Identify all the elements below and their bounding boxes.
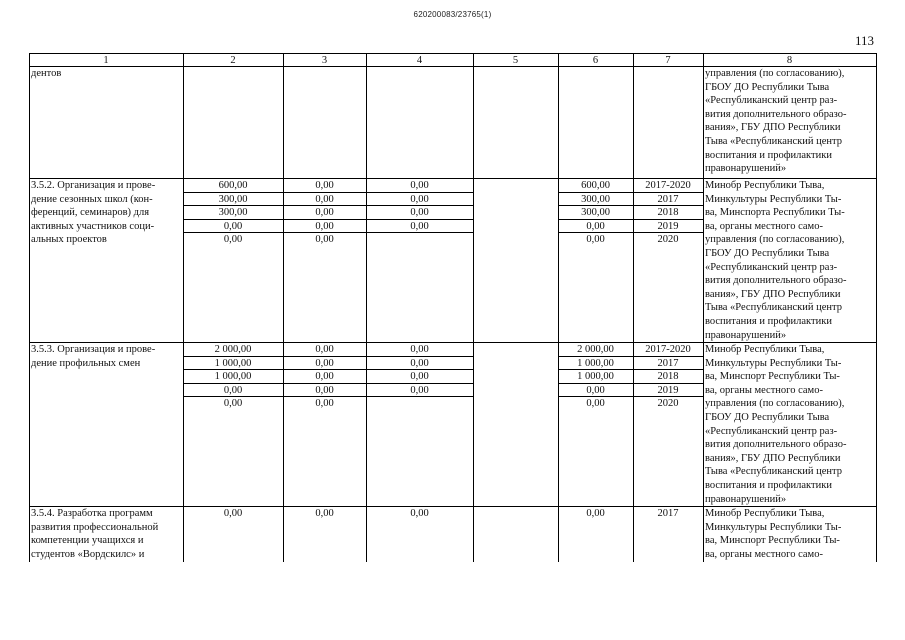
- executor-text: Минкультуры Республики Ты-: [705, 193, 842, 205]
- column-rule: [633, 53, 634, 562]
- executor-text: Тыва «Республиканский центр: [705, 302, 842, 314]
- amount-cell: 0,00: [586, 398, 605, 410]
- executor-text: воспитания и профилактики: [705, 316, 832, 327]
- amount-cell: 0,00: [586, 384, 605, 396]
- row-rule: [366, 232, 473, 233]
- activity-text: 3.5.2. Организация и прове-: [31, 180, 156, 191]
- executor-text: воспитания и профилактики: [705, 149, 832, 161]
- row-rule: [283, 205, 366, 206]
- activity-text: дентов: [31, 68, 62, 79]
- executor-text: ГБОУ ДО Республики Тыва: [705, 81, 830, 93]
- activity-text: 3.5.3. Организация и прове-: [31, 344, 156, 355]
- executor-text: Тыва «Республиканский центр: [705, 136, 842, 147]
- amount-cell: 0,00: [315, 180, 334, 191]
- executor-text: «Республиканский центр раз-: [705, 425, 838, 437]
- executor-text: правонарушений»: [705, 329, 787, 341]
- row-rule: [366, 219, 473, 220]
- executor-text: ва, органы местного само-: [705, 384, 823, 396]
- row-rule: [183, 369, 283, 370]
- amount-cell: 0,00: [223, 508, 243, 519]
- document-id: 620200083/23765(1): [413, 10, 492, 19]
- row-rule: [366, 383, 473, 384]
- executor-text: вития дополнительного образо-: [705, 108, 847, 120]
- row-rule: [366, 192, 473, 193]
- activity-text: ференций, семинаров) для: [31, 207, 150, 219]
- amount-cell: 600,00: [581, 180, 610, 191]
- row-rule: [183, 396, 283, 397]
- amount-cell: 0,00: [315, 344, 334, 355]
- amount-cell: 0,00: [410, 357, 429, 369]
- column-rule: [473, 53, 474, 562]
- executor-text: «Республиканский центр раз-: [705, 95, 838, 107]
- column-rule: [29, 53, 30, 562]
- executor-text: вания», ГБУ ДПО Республики: [705, 288, 841, 300]
- amount-cell: 0,00: [315, 508, 334, 519]
- row-rule: [283, 192, 366, 193]
- executor-text: ва, Минспорт Республики Ты-: [705, 371, 840, 383]
- amount-cell: 0,00: [315, 371, 334, 383]
- amount-cell: 0,00: [315, 193, 334, 205]
- amount-cell: 1 000,00: [214, 357, 252, 369]
- amount-cell: 2 000,00: [577, 344, 614, 355]
- executor-text: ва, органы местного само-: [705, 548, 823, 560]
- activity-text: студентов «Вордскилс» и: [31, 548, 145, 560]
- row-rule: [366, 356, 473, 357]
- amount-cell: 0,00: [410, 220, 429, 232]
- amount-cell: 2017-2020: [645, 344, 691, 355]
- amount-cell: 0,00: [223, 398, 243, 410]
- row-rule: [283, 383, 366, 384]
- column-number-header: 4: [416, 55, 423, 66]
- row-rule: [366, 369, 473, 370]
- amount-cell: 0,00: [586, 220, 605, 232]
- amount-cell: 2018: [657, 371, 679, 383]
- amount-cell: 0,00: [410, 180, 429, 191]
- column-rule: [183, 53, 184, 562]
- row-rule: [558, 192, 633, 193]
- executor-text: управления (по согласованию),: [705, 68, 845, 79]
- row-rule: [366, 205, 473, 206]
- row-rule: [283, 369, 366, 370]
- amount-cell: 2018: [657, 207, 679, 219]
- amount-cell: 300,00: [218, 193, 248, 205]
- amount-cell: 0,00: [315, 220, 334, 232]
- executor-text: вития дополнительного образо-: [705, 439, 847, 451]
- column-number-header: 7: [665, 55, 671, 66]
- executor-text: Минобр Республики Тыва,: [705, 508, 825, 519]
- row-rule: [183, 356, 283, 357]
- amount-cell: 0,00: [410, 508, 429, 519]
- row-rule: [558, 396, 633, 397]
- amount-cell: 0,00: [315, 357, 334, 369]
- row-rule: [283, 232, 366, 233]
- executor-text: ГБОУ ДО Республики Тыва: [705, 248, 830, 259]
- row-rule: [633, 383, 703, 384]
- amount-cell: 0,00: [223, 220, 243, 232]
- executor-text: вания», ГБУ ДПО Республики: [705, 122, 841, 134]
- column-number-header: 1: [103, 55, 109, 66]
- executor-text: Тыва «Республиканский центр: [705, 466, 842, 478]
- row-rule: [558, 219, 633, 220]
- row-rule: [633, 356, 703, 357]
- row-rule: [558, 205, 633, 206]
- row-rule: [558, 383, 633, 384]
- row-rule: [183, 219, 283, 220]
- column-number-header: 6: [592, 55, 599, 66]
- row-rule: [633, 369, 703, 370]
- executor-text: правонарушений»: [705, 163, 787, 175]
- row-rule: [183, 205, 283, 206]
- column-rule: [558, 53, 559, 562]
- activity-text: дение сезонных школ (кон-: [31, 193, 153, 205]
- amount-cell: 2020: [657, 398, 679, 410]
- amount-cell: 2020: [657, 234, 679, 246]
- executor-text: воспитания и профилактики: [705, 480, 832, 491]
- row-rule: [633, 219, 703, 220]
- amount-cell: 0,00: [586, 508, 605, 519]
- executor-text: Минкультуры Республики Ты-: [705, 357, 842, 369]
- amount-cell: 300,00: [218, 207, 248, 219]
- row-rule: [558, 356, 633, 357]
- row-rule: [633, 192, 703, 193]
- amount-cell: 1 000,00: [577, 371, 614, 383]
- executor-text: управления (по согласованию),: [705, 398, 845, 410]
- executor-text: правонарушений»: [705, 493, 787, 505]
- row-rule: [283, 356, 366, 357]
- row-rule: [633, 232, 703, 233]
- row-rule: [558, 232, 633, 233]
- executor-text: Минкультуры Республики Ты-: [705, 521, 842, 533]
- row-rule: [183, 383, 283, 384]
- amount-cell: 2017: [657, 508, 679, 519]
- column-number-header: 5: [512, 55, 519, 66]
- executor-text: ва, органы местного само-: [705, 220, 823, 232]
- row-rule: [283, 396, 366, 397]
- page-number: 113: [855, 33, 875, 48]
- amount-cell: 0,00: [410, 193, 429, 205]
- executor-text: управления (по согласованию),: [705, 234, 845, 246]
- column-rule: [283, 53, 284, 562]
- amount-cell: 0,00: [410, 371, 429, 383]
- amount-cell: 0,00: [315, 207, 334, 219]
- amount-cell: 1 000,00: [577, 357, 614, 369]
- amount-cell: 0,00: [410, 344, 429, 355]
- amount-cell: 0,00: [315, 398, 334, 410]
- column-number-header: 3: [321, 55, 328, 66]
- amount-cell: 0,00: [410, 384, 429, 396]
- amount-cell: 2017-2020: [645, 180, 691, 191]
- row-rule: [183, 192, 283, 193]
- executor-text: «Республиканский центр раз-: [705, 261, 838, 273]
- amount-cell: 2019: [657, 220, 679, 232]
- activity-text: дение профильных смен: [31, 357, 141, 369]
- executor-text: ва, Минспорта Республики Ты-: [705, 207, 845, 219]
- row-rule: [633, 396, 703, 397]
- row-rule: [558, 369, 633, 370]
- column-rule: [876, 53, 877, 562]
- amount-cell: 600,00: [218, 180, 248, 191]
- executor-text: вития дополнительного образо-: [705, 275, 847, 287]
- amount-cell: 0,00: [223, 384, 243, 396]
- row-rule: [633, 205, 703, 206]
- amount-cell: 0,00: [315, 384, 334, 396]
- activity-text: 3.5.4. Разработка программ: [31, 508, 153, 519]
- executor-text: Минобр Республики Тыва,: [705, 180, 825, 191]
- executor-text: вания», ГБУ ДПО Республики: [705, 452, 841, 464]
- amount-cell: 0,00: [410, 207, 429, 219]
- amount-cell: 300,00: [581, 207, 610, 219]
- executor-text: ГБОУ ДО Республики Тыва: [705, 412, 830, 423]
- activity-text: альных проектов: [31, 234, 107, 246]
- amount-cell: 2017: [657, 193, 679, 205]
- amount-cell: 1 000,00: [214, 371, 252, 383]
- column-number-header: 8: [786, 55, 793, 66]
- row-rule: [366, 396, 473, 397]
- executor-text: ва, Минспорт Республики Ты-: [705, 535, 840, 547]
- activity-text: компетенции учащихся и: [31, 535, 144, 547]
- amount-cell: 2 000,00: [214, 344, 252, 355]
- row-rule: [183, 232, 283, 233]
- activity-text: активных участников соци-: [31, 220, 155, 232]
- column-rule: [703, 53, 704, 562]
- activity-text: развития профессиональной: [31, 521, 159, 533]
- amount-cell: 300,00: [581, 193, 610, 205]
- amount-cell: 0,00: [315, 234, 334, 246]
- amount-cell: 2017: [657, 357, 679, 369]
- amount-cell: 2019: [657, 384, 679, 396]
- amount-cell: 0,00: [586, 234, 605, 246]
- column-rule: [366, 53, 367, 562]
- column-number-header: 2: [230, 55, 236, 66]
- executor-text: Минобр Республики Тыва,: [705, 344, 825, 355]
- row-rule: [283, 219, 366, 220]
- amount-cell: 0,00: [223, 234, 243, 246]
